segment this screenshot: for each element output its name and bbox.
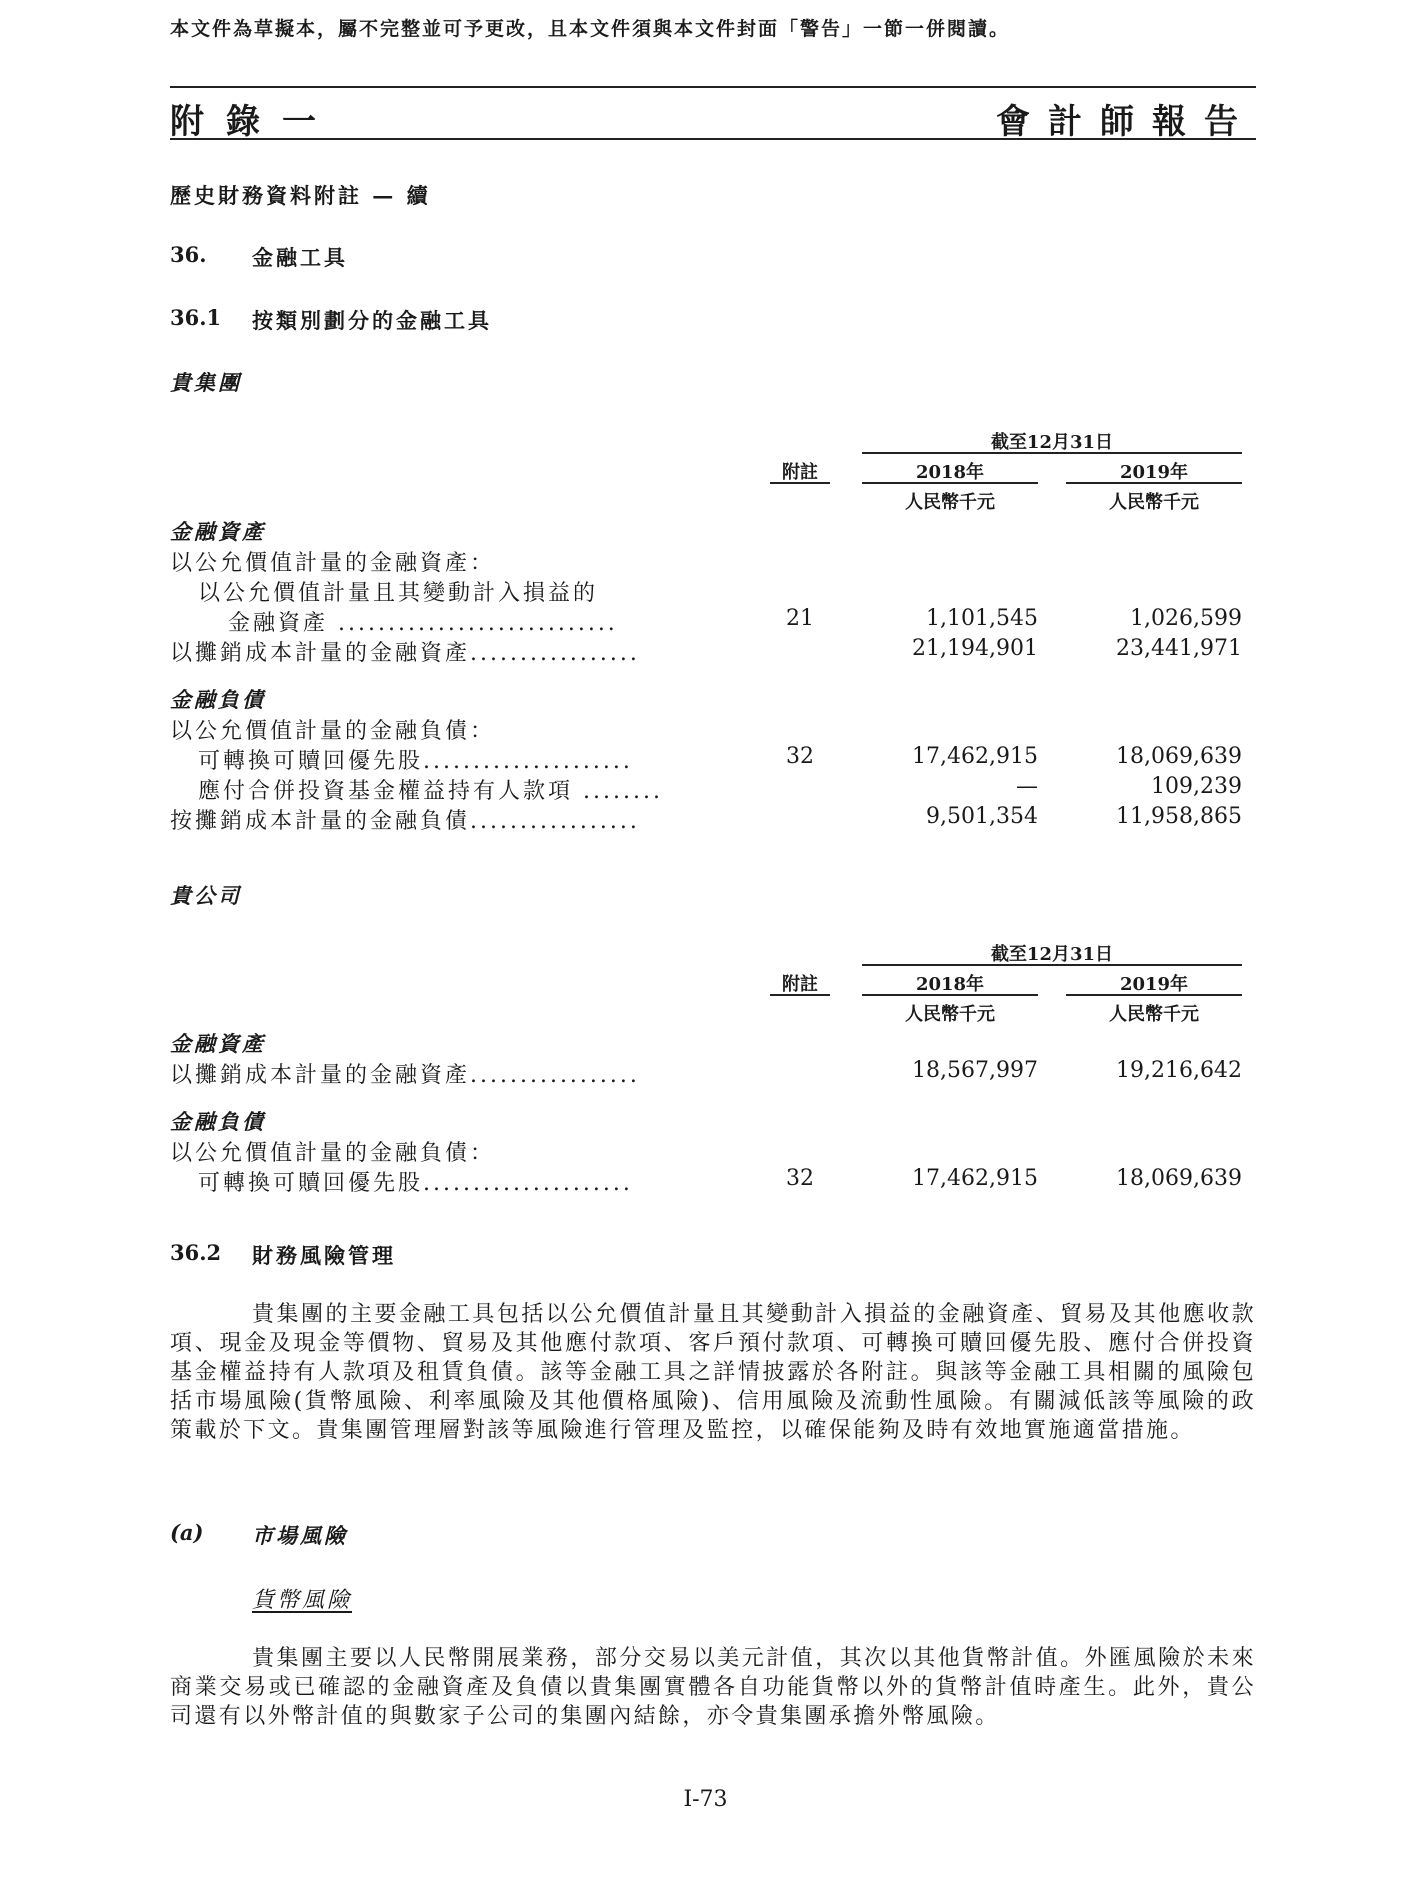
- appendix-title: 附錄一: [170, 102, 338, 142]
- group-liab-label: 金融負債: [170, 687, 266, 712]
- group-2019-header: 2019年: [1119, 462, 1189, 483]
- group-fvtpl-line2: 金融資產 ............................: [228, 611, 618, 636]
- company-2019-rule: [1066, 994, 1242, 996]
- group-fv-liab-label: 以公允價值計量的金融負債：: [170, 719, 496, 744]
- company-fv-liab-label: 以公允價值計量的金融負債：: [170, 1141, 496, 1166]
- group-period-header: 截至12月31日: [990, 432, 1114, 453]
- group-amort-assets-2018: 21,194,901: [912, 636, 1038, 661]
- page-number: I-73: [683, 1787, 728, 1812]
- group-note-rule: [770, 482, 830, 484]
- company-2018-header: 2018年: [915, 974, 985, 995]
- section-36-title: 金融工具: [252, 245, 348, 270]
- section-36-2-title: 財務風險管理: [252, 1243, 396, 1268]
- group-conv-pref-label: 可轉換可贖回優先股.....................: [198, 749, 633, 774]
- company-2018-unit: 人民幣千元: [905, 1004, 995, 1025]
- company-assets-label: 金融資產: [170, 1031, 266, 1056]
- company-note-header: 附註: [782, 974, 818, 995]
- company-period-header: 截至12月31日: [990, 944, 1114, 965]
- group-amort-assets-label: 以攤銷成本計量的金融資產.................: [170, 641, 640, 666]
- group-fund-payable-2018: —: [1016, 774, 1038, 799]
- section-a-title: 市場風險: [252, 1523, 348, 1548]
- draft-warning-banner: 本文件為草擬本，屬不完整並可予更改，且本文件須與本文件封面「警告」一節一併閱讀。: [170, 18, 1011, 40]
- group-fvtpl-2018: 1,101,545: [926, 606, 1038, 631]
- group-2018-rule: [862, 482, 1038, 484]
- group-2018-header: 2018年: [915, 462, 985, 483]
- group-note-header: 附註: [782, 462, 818, 483]
- currency-risk-subtitle: 貨幣風險: [252, 1588, 353, 1613]
- company-note-rule: [770, 994, 830, 996]
- company-2019-header: 2019年: [1119, 974, 1189, 995]
- company-label: 貴公司: [170, 883, 242, 908]
- group-label: 貴集團: [170, 370, 242, 395]
- company-conv-pref-2019: 18,069,639: [1116, 1166, 1242, 1191]
- group-fund-payable-2019: 109,239: [1151, 774, 1242, 799]
- group-fund-payable-label: 應付合併投資基金權益持有人款項 ........: [198, 779, 663, 804]
- group-conv-pref-2019: 18,069,639: [1116, 744, 1242, 769]
- section-36-number: 36.: [170, 242, 207, 267]
- group-conv-pref-2018: 17,462,915: [912, 744, 1038, 769]
- company-liab-label: 金融負債: [170, 1109, 266, 1134]
- financial-risk-paragraph: [170, 1300, 1256, 1445]
- group-amort-liab-2018: 9,501,354: [926, 804, 1038, 829]
- company-conv-pref-label: 可轉換可贖回優先股.....................: [198, 1171, 633, 1196]
- group-2019-rule: [1066, 482, 1242, 484]
- group-assets-label: 金融資產: [170, 519, 266, 544]
- report-title: 會計師報告: [996, 102, 1256, 142]
- currency-risk-paragraph: [170, 1644, 1256, 1731]
- section-36-1-title: 按類別劃分的金融工具: [252, 308, 492, 333]
- continued-section-title: 歷史財務資料附註 — 續: [170, 183, 431, 208]
- section-a-number: (a): [170, 1520, 204, 1545]
- company-amort-assets-2018: 18,567,997: [912, 1058, 1038, 1083]
- group-2018-unit: 人民幣千元: [905, 492, 995, 513]
- group-amort-liab-label: 按攤銷成本計量的金融負債.................: [170, 809, 640, 834]
- header-top-rule: [170, 86, 1256, 88]
- group-2019-unit: 人民幣千元: [1109, 492, 1199, 513]
- financial-risk-text: 貴集團的主要金融工具包括以公允價值計量且其變動計入損益的金融資產、貿易及其他應收款項、現金及現金等價物、貿易及其他應付款項、客戶預付款項、可轉換可贖回優先股、應付合併投資基金權益持有人款項及租賃負債。該等金融工具之詳情披露於各附註。與該等金融工具相關的風險包括市場風險(貨幣風險、利率風險及其他價格風險)、信用風險及流動性風險。有關減低該等風險的政策載於下文。貴集團管理層對該等風險進行管理及監控，以確保能夠及時有效地實施適當措施。: [170, 1302, 1256, 1443]
- currency-risk-text: 貴集團主要以人民幣開展業務，部分交易以美元計值，其次以其他貨幣計值。外匯風險於未來商業交易或已確認的金融資產及負債以貴集團實體各自功能貨幣以外的貨幣計值時產生。此外，貴公司還有以外幣計值的與數家子公司的集團內結餘，亦令貴集團承擔外幣風險。: [170, 1646, 1256, 1729]
- company-conv-pref-note: 32: [786, 1166, 814, 1191]
- company-amort-assets-label: 以攤銷成本計量的金融資產.................: [170, 1063, 640, 1088]
- group-fvtpl-line1: 以公允價值計量且其變動計入損益的: [198, 581, 599, 606]
- group-fvtpl-2019: 1,026,599: [1130, 606, 1242, 631]
- group-amort-liab-2019: 11,958,865: [1116, 804, 1242, 829]
- group-fv-assets-label: 以公允價值計量的金融資產：: [170, 551, 496, 576]
- section-36-1-number: 36.1: [170, 305, 222, 330]
- group-period-rule: [862, 452, 1242, 454]
- section-36-2-number: 36.2: [170, 1240, 222, 1265]
- group-amort-assets-2019: 23,441,971: [1116, 636, 1242, 661]
- header-bottom-rule: [170, 138, 1256, 140]
- company-conv-pref-2018: 17,462,915: [912, 1166, 1038, 1191]
- company-amort-assets-2019: 19,216,642: [1116, 1058, 1242, 1083]
- company-2019-unit: 人民幣千元: [1109, 1004, 1199, 1025]
- company-2018-rule: [862, 994, 1038, 996]
- company-period-rule: [862, 964, 1242, 966]
- group-fvtpl-note: 21: [786, 606, 814, 631]
- group-conv-pref-note: 32: [786, 744, 814, 769]
